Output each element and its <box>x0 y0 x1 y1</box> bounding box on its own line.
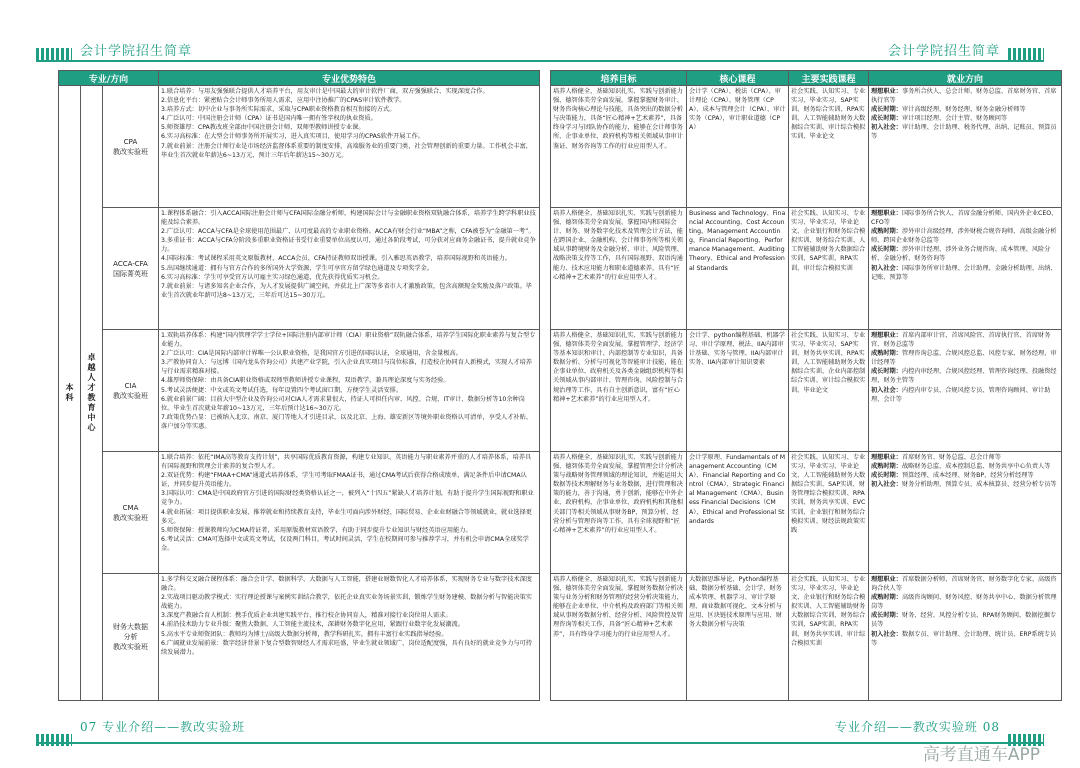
career-stage-label: 成长时期： <box>871 246 902 254</box>
career-stage-text: 涉外审计经理、涉外业务合规咨询、成本管理、风险分析、金融分析、财务咨询等 <box>871 246 1051 263</box>
table-row <box>59 208 540 330</box>
career-line <box>871 105 1059 114</box>
career-cell <box>869 208 1062 330</box>
career-stage-text: 高级咨询顾问、财务风控、财务共享中心、数据分析管理岗等 <box>871 594 1057 611</box>
career-stage-label: 理想职业： <box>871 332 902 339</box>
major-features-cell: 1.多学科交叉融合课程体系：融合会计学、数据科学、大数据与人工智能，搭建业财数智化人才培养体系，实现财务专业与数字技术深度融合。 2.实战项目驱动教学模式：实行理论授课与案例实训结合教学，依托企业真实业务场景实训，锻炼学生财务建模、数据分析与智能决策实战能力。 3.深度产教融合育人机制：携手优质企业共建实践平台，推行校企协同育人，精准对接行业岗位用人需求。 4.前沿技术助力专业升级：聚焦大数据、人工智能主流技术，深耕财务数字化应用，紧跟行业数字化发展潮流。 5.高水平专业师资团队：教师均为博士/高级大数据分析师，教学科研扎实，拥有丰富行业实践指导经验。 6.广阔就业发展前景：数字经济背景下复合型数智财经人才需求旺盛，毕业生就业领域广、岗位适配度强，具有良好的就业竞争力与可持续发展潜力。 <box>159 574 540 701</box>
career-cell <box>869 86 1062 208</box>
major-features-cell: 1.联合培养：依托“IMA高等教育支持计划”，共享国际优质教育资源，构建专业知识、英语能力与职业素养并重的人才培养体系，培养具有国际视野和管理会计素养的复合型人才。 2.双证优势：构建“FMAA+CMA”通道式培养体系，学生可考取FMAA证书，通过CMA考试后获得合格成绩单，满足条件后申请CMA认证，并同步提升英语能力。 3.国际认可：CMA是中国政府官方引进的国际财经类资格认证之一，被列入“十四五”紧缺人才培养计划，有助于提升学生国际视野和职业竞争力。 4.就业拓展：项目提供职业发展、推荐就业和持续教育支持，毕业生可面向涉外财经、国际贸易、企业业财融合等领域就业，就业选择更多元。 5.师资保障：授课教师均为CMA持证者，采用原版教材双语教学，有助于同步提升专业知识与财经英语应用能力。 6.考试灵活：CMA可选择中文或英文考试，仅设两门科目，考试时间灵活，学生在校期间可参与推荐学习，并有机会申请CMA全球奖学金。 <box>159 452 540 574</box>
table-row <box>551 574 1062 701</box>
career-stage-label: 理想职业： <box>871 210 902 217</box>
goal-cell: 培养人格健全、基础知识扎实、实践与创新能力强、德智体美劳全面发展，掌握管理会计分析决策与战略财务管理领域的理论知识，并能运用大数据等技术理解财务与业务数据，进行管理和决策的能力，善于沟通，勇于创新，能够在中外企业、政府机构，企事业单位、政府机构和其他相关部门等相关领域从事财务BP、预算分析、经营分析与管理咨询等工作，具有全球视野和“匠心精神+艺术素养”的行业应用型人才。 <box>551 452 687 574</box>
header-title-left: 会计学院招生简章 <box>80 44 193 59</box>
table-row <box>59 330 540 452</box>
career-line <box>871 264 1059 282</box>
table-row <box>59 452 540 574</box>
career-stage-text: 数据专员、审计助理、会计助理、统计员、ERP系统专员等 <box>871 630 1057 647</box>
col-header-career: 就业方向 <box>869 71 1062 86</box>
goal-cell: 培养人格健全、基础知识扎实、实践与创新能力强、德智体美劳全面发展，掌握管理学、经济学等基本知识和审计、内部控制等专业知识，具备数据分析、分析与可视化等智能审计技能，能在企事业单位、政府机关及各类金融组织机构等相关领域从事内部审计、管理咨询、风险控制与合规治理等工作，具有自主创新意识，富有“匠心精神+艺术素养”的行业应用型人才。 <box>551 330 687 452</box>
practice-course-cell: 社会实践、认知实习、专业实习、毕业实习、毕业论文、企业银行和财务综合模拟实训、人工智能辅助财务大数据综合实训、财务综合实训、SAP实训、RPA实训、财务共享实训、审计综合模拟实训 <box>789 574 869 701</box>
career-stage-text: 管理咨询总监、合规风控总监、风控专家、财务经理、审计经理等 <box>871 350 1057 367</box>
career-line <box>871 471 1059 480</box>
footer-right: 专业介绍——教改实验班 08 <box>834 720 1000 734</box>
career-line <box>871 114 1059 123</box>
col-header-core: 核心课程 <box>687 71 789 86</box>
table-row <box>59 86 540 208</box>
career-line <box>871 453 1059 462</box>
majors-feature-table <box>58 70 540 701</box>
major-name-cell: CIA 教改实验班 <box>103 330 159 452</box>
career-stage-text: 首席财务官、财务总监、总会计师等 <box>901 454 1001 461</box>
career-stage-text: 首席内部审计官、首席风险官、首席执行官、首席财务官、财务总监等 <box>871 332 1051 349</box>
career-line <box>871 480 1059 489</box>
footer-rule <box>36 742 540 744</box>
table-row <box>551 208 1062 330</box>
career-cell <box>869 574 1062 701</box>
practice-course-cell: 社会实践、认知实习、专业实习、毕业实习、SAP实训、财务共享实训、RPA实训、人工智能辅助财务大数据综合实训、企业内部控制综合实训、审计综合模拟实训、毕业论文 <box>789 330 869 452</box>
major-features-cell: 1.课程体系融合：引入ACCA国际注册会计师与CFA国际金融分析师，构建国际会计与金融职业资格双轨融合体系，培养学生跨学科职业技能及综合素养。 2.广泛认可：ACCA与CFA是全球使用范围最广、认可度最高的专业职业资格。ACCA有财会行业“MBA”之称，CFA被誉为“金融第一考”。 3.多重证书：ACCA与CFA分阶段多重职业资格证书受行业重要单位高度认可，通过各阶段考试，可分获对应商务金融证书，提升就业竞争力。 4.国际标准：考试课程采用英文原版教材，ACCA会员、CFA持证教师双语授课。引入雅思英语教学，培养国际视野和英语能力。 5.出国继续通道：拥有与官方合作的多所国外大学资源，学生可享官方留学绿色通道及专项奖学金。 6.实习高标准：学生可享受官方认可雇主实习绿色通道，优先获得优质实习机会。 7.就业前景：与诸多知名企业合作，为人才发展提供广阔空间，并获北上广深等多省市人才激励政策，包含高额现金奖励及落户政策。毕业生首次就业年薪可达8~13万元，三年后可达15~30万元。 <box>159 208 540 330</box>
header-rule <box>540 60 1044 62</box>
career-stage-label: 成熟时期： <box>871 228 902 236</box>
practice-course-cell: 社会实践、认知实习、专业实习、毕业实习、SAP实训、财务综合实训、RPA实训、人工智能辅助财务大数据综合实训、审计综合模拟实训、毕业论文 <box>789 86 869 208</box>
career-stage-text: 财务、经营、风控分析专员、RPA财务顾问、数据挖掘专员等 <box>871 612 1057 629</box>
career-stage-label: 成长时期： <box>871 612 902 620</box>
career-line <box>871 630 1059 648</box>
header-stripe-decoration <box>36 48 72 60</box>
footer-left: 07 专业介绍——教改实验班 <box>80 720 246 734</box>
career-line <box>871 331 1059 349</box>
table-row <box>59 574 540 701</box>
career-stage-label: 初入社会： <box>871 481 902 489</box>
career-stage-label: 成长时期： <box>871 115 902 123</box>
career-stage-label: 初入社会： <box>871 386 902 394</box>
career-line <box>871 209 1059 227</box>
header-rule <box>36 60 540 62</box>
major-name-cell: CMA 教改实验班 <box>103 452 159 574</box>
goal-cell: 培养人格健全、基础知识扎实、实践与创新能力强、德智体美劳全面发展，掌握财务数据分析决策与业务分析和财务管理的经营分析决策能力，能够在企业单位、中介机构及政府部门等相关领域从事财务数据分析、经营分析、风险管控及管理咨询等相关工作，具备“匠心精神+艺术素养”，具有终身学习能力的行业应用型人才。 <box>551 574 687 701</box>
career-line <box>871 462 1059 471</box>
career-stage-label: 成熟时期： <box>871 350 902 358</box>
career-line <box>871 87 1059 105</box>
watermark: 高考直通车APP <box>922 745 1040 765</box>
col-header-direction: 专业/方向 <box>59 71 159 86</box>
career-line <box>871 349 1059 367</box>
major-name-cell: ACCA-CFA 国际菁英班 <box>103 208 159 330</box>
major-name-cell: 财务大数据 分析 教改实验班 <box>103 574 159 701</box>
career-stage-label: 理想职业： <box>871 576 902 583</box>
table-row <box>551 452 1062 574</box>
career-stage-label: 成熟时期： <box>871 594 902 602</box>
career-stage-label: 初入社会： <box>871 630 902 638</box>
group-cell: 卓越人才教育中心 <box>81 86 103 701</box>
goal-cell: 培养人格健全、基础知识扎实、实践与创新能力强、德智体美劳全面发展，掌握国内和国际会计、财务、财务数字化技术及管理会计方法，能在跨国企业、金融机构、会计师事务所等相关领域从事跨境财务及金融分析、审计、风险管理、战略决策支持等工作，具有国际视野、双语沟通能力、技术应用能力和职业道德素养，具有“匠心精神+艺术素养”的行业应用型人才。 <box>551 208 687 330</box>
career-line <box>871 245 1059 263</box>
career-stage-text: 预算经理、成本经理、财务BP、经营分析经理等 <box>901 472 1034 480</box>
career-stage-text: 涉外审计高级经理、涉外财税合规咨询师、高级金融分析师、跨国企业财务总监等 <box>871 228 1057 245</box>
col-header-features: 专业优势特色 <box>159 71 540 86</box>
career-stage-label: 初入社会： <box>871 124 902 132</box>
career-stage-label: 成长时期： <box>871 106 902 114</box>
career-line <box>871 611 1059 629</box>
core-course-cell: 大数据思维导论、Python编程基础、数据分析基础、会计学、财务成本管理、机器学习、审计学原理、商业数据可视化、文本分析与应用、区块链技术原理与应用、财务大数据分析与决策 <box>687 574 789 701</box>
table-row <box>551 86 1062 208</box>
career-stage-label: 理想职业： <box>871 454 902 461</box>
header-title-right: 会计学院招生简章 <box>887 44 1000 59</box>
core-course-cell: 会计学原理、Fundamentals of Management Accounting（CMA）、Financial Reporting and Control（CMA）、Strategic Financial Management（CMA）、Business Financial Decisions（CMA）、Ethical and Professional Standards <box>687 452 789 574</box>
career-line <box>871 593 1059 611</box>
col-header-goal: 培养目标 <box>551 71 687 86</box>
career-stage-text: 内控内审专员、合规风控专员、管理咨询顾问、审计助理、会计等 <box>871 386 1051 403</box>
major-name-cell: CPA 教改实验班 <box>103 86 159 208</box>
career-line <box>871 123 1059 141</box>
practice-course-cell: 社会实践、认知实习、专业实习、毕业实习、毕业论文、企业银行和财务综合模拟实训、财务综合实训、人工智能辅助财务大数据综合实训、SAP实训、RPA实训、审计综合模拟实训 <box>789 208 869 330</box>
table-row <box>551 330 1062 452</box>
majors-detail-table <box>550 70 1062 701</box>
career-stage-label: 成长时期： <box>871 472 902 480</box>
goal-cell: 培养人格健全、基础知识扎实、实践与创新能力强、德智体美劳全面发展，掌握掌握财务审计、财务咨询核心理论与技能，具备突出的数据分析与决策能力，具备“匠心精神+艺术素养”，具备终身学习与团队协作的能力，能够在会计师事务所、企事业单位、政府机构等相关领域从事审计鉴证、财务咨询等工作的行业应用型人才。 <box>551 86 687 208</box>
career-line <box>871 575 1059 593</box>
level-cell: 本科 <box>59 86 81 701</box>
major-features-cell: 1.联合培养：与用友强强联合提供人才培养平台，用友审计是中国最大的审计软件厂商，双方强强联合，实现深度合作。 2.信息化平台：紧密贴合会计师事务所用人需求，应用中注协推广的CPAS审计软件教学。 3.培养方式：切中企业与事务所实际需求，采取与CPA职业资格教育相互衔接的方式。 4.广泛认可：中国注册会计师（CPA）证书是国内唯一拥有签字权的执业资质。 5.师资雄厚：CPA教改班全部由中国注册会计师、双师型教师讲授专业课。 6.实习高标准：在大型会计师事务所开展实习，进入真实项目，使用学习的CPAS软件开展工作。 7.就业前景：注册会计师行业是市场经济监督体系重要的制度安排，高端服务业的重要门类，社会管理创新的重要力量。工作机会丰富，毕业生首次就业年薪达6~13万元，预计三年后年薪达15~30万元。 <box>159 86 540 208</box>
career-stage-text: 战略财务总监、成本控制总监、财务共享中心负责人等 <box>901 463 1051 471</box>
career-stage-text: 事务所合伙人、总会计师、财务总监、首席财务官、首席执行官等 <box>871 88 1057 105</box>
career-cell <box>869 452 1062 574</box>
career-stage-text: 财务分析助理、预算专员、成本核算员、经营分析专员等 <box>901 481 1057 489</box>
career-stage-text: 内控内审经理、合规风控经理、管理咨询经理、投融资经理、财务主管等 <box>871 368 1057 385</box>
core-course-cell: 会计学（CPA）、税法（CPA）、审计理论（CPA）、财务管理（CPA）、成本与管理会计（CPA）、审计实务（CPA），审计职业道德（CPA） <box>687 86 789 208</box>
career-stage-text: 审计高级经理、财务经理、财务金融分析师等 <box>901 106 1026 114</box>
career-line <box>871 386 1059 404</box>
core-course-cell: 会计学、python编程基础、机器学习、审计学原理、税法、IIA内部审计基础、实务与管理、IIA内部审计实务、IIA内部审计知识要素 <box>687 330 789 452</box>
career-stage-label: 初入社会： <box>871 264 902 272</box>
career-cell <box>869 330 1062 452</box>
right-page <box>540 0 1080 768</box>
core-course-cell: Business and Technology、Financial Accounting、Cost Accounting、Management Accounting、Financial Reporting、Performance Management、Auditing Theory、Ethical and Professional Standards <box>687 208 789 330</box>
career-stage-label: 成熟时期： <box>871 463 902 471</box>
career-stage-label: 理想职业： <box>871 88 902 95</box>
career-stage-label: 成长时期： <box>871 368 902 376</box>
career-stage-text: 审计助理、会计助理、税务代理、出纳、记账员、预算员等 <box>871 124 1057 141</box>
career-line <box>871 227 1059 245</box>
major-features-cell: 1.双轨培养体系：构建“国内管理学学士学位+国际注册内部审计师（CIA）职业资格”双轨融合体系，培养学生国际化职业素养与复合型专业能力。 2.广泛认可：CIA是国际内部审计界唯一公认职业资格，是我国官方引进的国际认证，全球通用，含金量极高。 3.产教协同育人：与远博（国内龙头咨询公司）共建产业学院，引入企业真实项目与岗位标准，打造校企协同育人新模式，实现人才培养与行业需求精准对接。 4.雄厚师资保障：由具备CIA职业资格或双师型教师讲授专业课程，双语教学，兼具理论深度与实务经验。 5.考试灵活便捷：中文或英文考试任选，每年设置四个考试窗口期，方便学生灵活安排。 6.就业前景广阔：目前大中型企业及咨询公司对CIA人才需求量很大，持证人可担任内审、风控、合规、IT审计、数据分析等10余种岗位。毕业生首次就业年薪10~13万元，三年后预计达16~30万元。 7.政策优势凸显：已被纳入北京、南京、厦门等地人才引进目录，以及北京、上海、雄安新区等境外职业资格认可清单，享受人才补贴、落户加分等实惠。 <box>159 330 540 452</box>
career-stage-text: 国际事务所合伙人、首席金融分析师、国内外企业CEO、CFO等 <box>871 210 1058 227</box>
career-stage-text: 首席数据分析师、首席财务官、财务数字化专家、高级咨询合伙人等 <box>871 576 1057 593</box>
header-stripe-decoration <box>1008 48 1044 60</box>
footer-stripe-decoration <box>36 734 72 746</box>
col-header-practice: 主要实践课程 <box>789 71 869 86</box>
practice-course-cell: 社会实践、认知实习、专业实习、毕业实习、毕业论文、人工智能辅助财务大数据综合实训、SAP实训、财务管理综合模拟实训、RPA实训、财务共享实训、EVC实训、企业银行和财务综合模拟实训、财经法规政策实践 <box>789 452 869 574</box>
career-line <box>871 367 1059 385</box>
career-stage-text: 国际事务所审计助理、会计助理、金融分析助理、出纳、记账、预算等 <box>871 264 1057 281</box>
career-stage-text: 审计项目经理、会计主管、财务顾问等 <box>901 115 1008 123</box>
